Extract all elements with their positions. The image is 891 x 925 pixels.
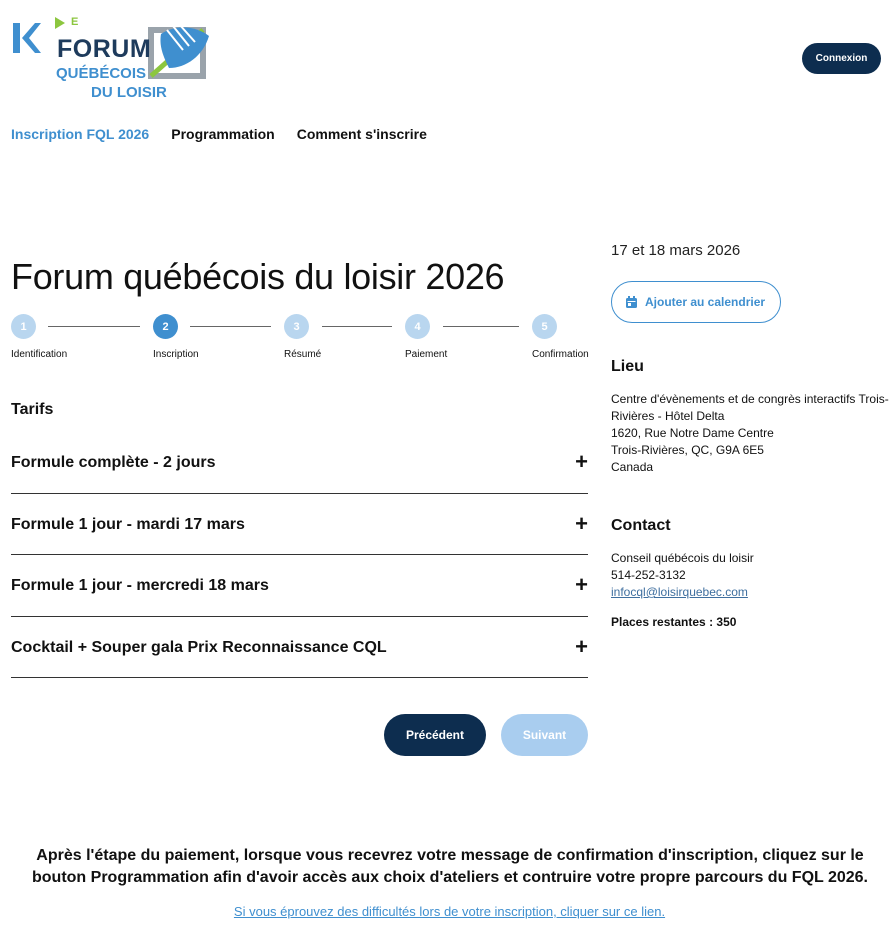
calendar-icon <box>626 296 637 308</box>
nav-item-comment-sinscrire[interactable]: Comment s'inscrire <box>296 126 427 142</box>
step-label: Identification <box>11 349 68 360</box>
venue-line: Trois-Rivières, QC, G9A 6E5 <box>611 443 764 457</box>
step-label: Inscription <box>153 349 199 360</box>
rates-accordion <box>11 432 588 678</box>
step-label: Confirmation <box>532 349 589 360</box>
venue-heading: Lieu <box>611 358 644 375</box>
logo-superscript: E <box>71 16 79 28</box>
previous-button[interactable]: Précédent <box>384 714 486 756</box>
rate-label: Formule 1 jour - mardi 17 mars <box>11 515 245 533</box>
next-button[interactable]: Suivant <box>501 714 588 756</box>
step-connector <box>190 326 271 327</box>
rate-item[interactable] <box>11 432 588 494</box>
step-inscription <box>153 314 199 360</box>
step-resume <box>284 314 322 360</box>
contact-org: Conseil québécois du loisir <box>611 551 754 565</box>
rate-item[interactable] <box>11 494 588 556</box>
logo-duloisir-text: DU LOISIR <box>91 84 167 101</box>
step-confirmation <box>532 314 589 360</box>
event-dates: 17 et 18 mars 2026 <box>611 242 741 259</box>
plus-icon[interactable]: + <box>575 572 588 597</box>
rate-item[interactable] <box>11 555 588 617</box>
plus-icon[interactable]: + <box>575 449 588 474</box>
step-connector <box>443 326 519 327</box>
rate-label: Formule 1 jour - mercredi 18 mars <box>11 577 269 594</box>
step-connector <box>48 326 140 327</box>
step-number: 1 <box>11 314 36 339</box>
payment-instructions <box>20 845 880 889</box>
add-to-calendar-label: Ajouter au calendrier <box>645 295 766 309</box>
login-button[interactable]: Connexion <box>802 43 881 74</box>
venue-address <box>611 391 889 476</box>
rate-item[interactable] <box>11 617 588 679</box>
rate-label: Formule complète - 2 jours <box>11 454 216 471</box>
nav-item-programmation[interactable]: Programmation <box>171 126 275 142</box>
logo-forum-text: FORUM <box>57 35 152 63</box>
progress-stepper <box>11 314 589 364</box>
step-number: 2 <box>153 314 178 339</box>
nav-item-inscription[interactable]: Inscription FQL 2026 <box>11 126 150 142</box>
places-remaining: Places restantes : 350 <box>611 615 737 629</box>
step-number: 4 <box>405 314 430 339</box>
venue-line: Rivières - Hôtel Delta <box>611 409 725 423</box>
step-label: Paiement <box>405 349 448 360</box>
contact-details <box>611 550 754 601</box>
logo[interactable] <box>11 16 211 102</box>
main-nav <box>11 126 427 142</box>
venue-line: 1620, Rue Notre Dame Centre <box>611 426 774 440</box>
contact-heading: Contact <box>611 517 671 534</box>
contact-phone: 514-252-3132 <box>611 568 686 582</box>
add-to-calendar-button[interactable] <box>611 281 781 323</box>
step-connector <box>322 326 392 327</box>
help-link[interactable]: Si vous éprouvez des difficultés lors de votre inscription, cliquer sur ce lien. <box>233 904 666 919</box>
venue-line: Canada <box>611 460 654 474</box>
page-title: Forum québécois du loisir 2026 <box>11 256 505 297</box>
step-identification <box>11 314 68 360</box>
rate-label: Cocktail + Souper gala Prix Reconnaissance CQL <box>11 638 387 656</box>
section-title-tarifs: Tarifs <box>11 401 54 418</box>
step-number: 5 <box>532 314 557 339</box>
instruction-line: Après l'étape du paiement, lorsque vous recevrez votre message de confirmation d'inscription, cliquez sur le <box>36 847 864 864</box>
plus-icon[interactable]: + <box>575 510 588 536</box>
step-label: Résumé <box>284 349 322 360</box>
plus-icon[interactable]: + <box>575 633 588 659</box>
instruction-line: bouton Programmation afin d'avoir accès aux choix d'ateliers et contruire votre propre parcours du FQL 2026. <box>32 869 868 886</box>
contact-email-link[interactable]: infocql@loisirquebec.com <box>611 585 748 599</box>
logo-quebecois-text: QUÉBÉCOIS <box>56 65 147 82</box>
step-paiement <box>405 314 448 360</box>
step-number: 3 <box>284 314 309 339</box>
venue-line: Centre d'évènements et de congrès interactifs Trois- <box>611 392 889 406</box>
